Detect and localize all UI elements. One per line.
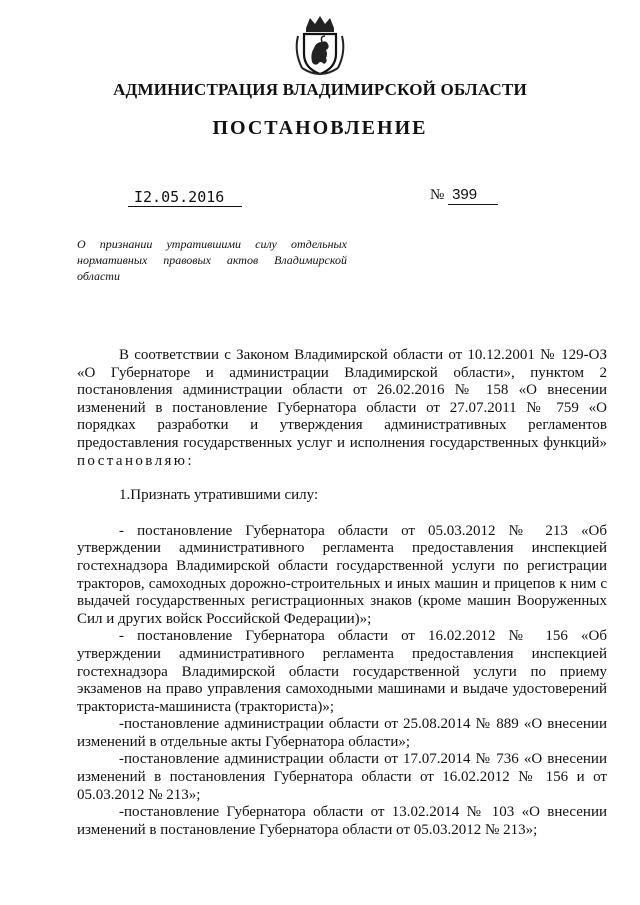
list-item: - постановление Губернатора области от 05.03.2012 № 213 «Об утверждении административного регламента предоставления инспекцией гостехнадзора Владимирской области государственной услуги по регистрации тракторов, самоходных дорожно-строительных и иных машин и прицепов к ним с выдачей государственных регистрационных знаков (кроме машин Вооруженных Сил и других войск Российской Федерации)»; [77, 522, 607, 627]
document-type: ПОСТАНОВЛЕНИЕ [212, 117, 428, 139]
number-sign: № [430, 187, 445, 203]
point-1: 1.Признать утратившими силу: [119, 487, 319, 504]
preamble-text: В соответствии с Законом Владимирской области от 10.12.2001 № 129-ОЗ «О Губернаторе и администрации Владимирской области», пунктом 2 постановления администрации области от 26.02.2016 № 158 «О внесении изменений в постановление Губернатора области от 27.07.2011 № 759 «О порядках разработки и утверждения административных регламентов предоставления государственных услуг и исполнения государственных функций» [77, 347, 607, 451]
document-number [430, 186, 498, 205]
number-value: 399 [448, 186, 498, 205]
organization-name: АДМИНИСТРАЦИЯ ВЛАДИМИРСКОЙ ОБЛАСТИ [113, 80, 527, 99]
list-item: -постановление администрации области от 25.08.2014 № 889 «О внесении изменений в отдельные акты Губернатора области»; [77, 716, 607, 750]
document-body [77, 347, 607, 839]
list-item: -постановление администрации области от 17.07.2014 № 736 «О внесении изменений в постановления Губернатора области от 16.02.2012 № 156 и от 05.03.2012 № 213»; [77, 751, 607, 803]
preamble-paragraph [77, 347, 607, 470]
document-date: I2.05.2016 [128, 188, 242, 207]
coat-of-arms-icon [292, 14, 348, 78]
list-item: - постановление Губернатора области от 16.02.2012 № 156 «Об утверждении административного регламента предоставления инспекцией гостехнадзора Владимирской области государственной услуги по приему экзаменов на право управления самоходными машинами и выдаче удостоверений тракториста-машиниста (тракториста)»; [77, 628, 607, 715]
document-subject: О признании утратившими силу отдельных нормативных правовых актов Владимирской области [77, 237, 347, 283]
list-item: -постановление Губернатора области от 13.02.2014 № 103 «О внесении изменений в постановление Губернатора области от 05.03.2012 № 213»; [77, 804, 607, 838]
decree-word: постановляю: [77, 452, 194, 469]
